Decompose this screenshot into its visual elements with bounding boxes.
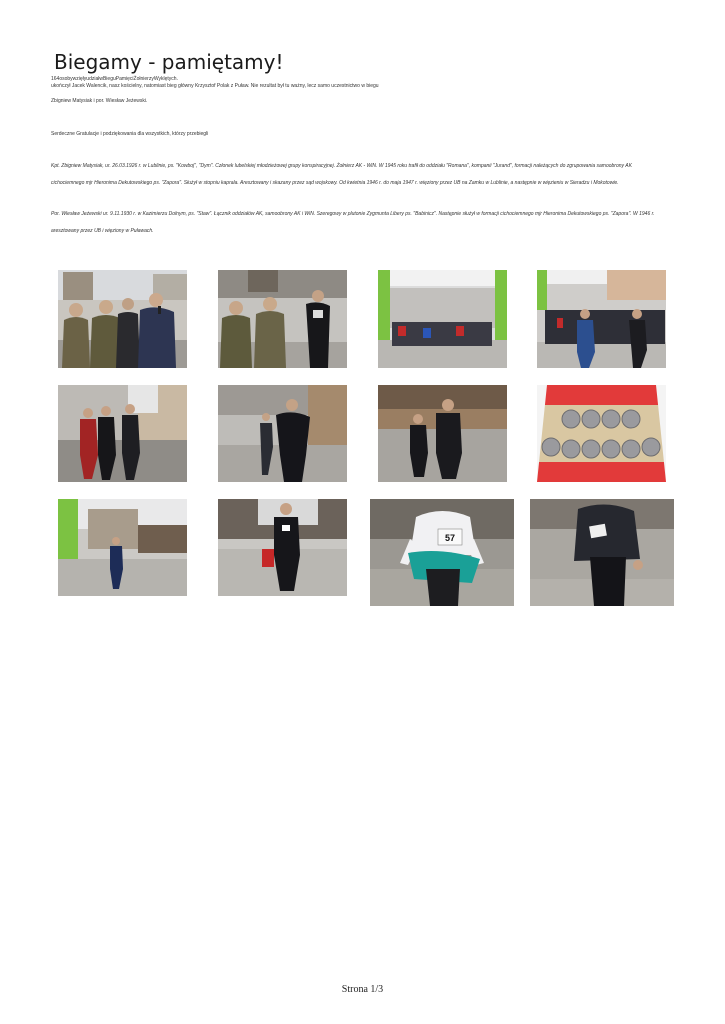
thanks-line: Serdeczne Gratulacje i podziękowania dla wszystkich, którzy przebiegli (51, 131, 209, 137)
photo-runners-street[interactable] (58, 385, 187, 482)
page-number: Strona 1/3 (341, 984, 384, 995)
photo-runner-black[interactable] (218, 385, 347, 482)
bio-matysiak: Kpt. Zbigniew Matysiak, ur. 26.03.1926 r. w Lublinie, ps. "Kowboj", "Dym". Członek lubelskiej młodzieżowej grupy konspiracyjnej. Żołnierz AK - WiN. W 1945 roku trafił do oddziału "Romana", kompanii "Jurand", formacji należących do zgrupowania samoobrony AK cichociemnego mjr Hieronima Dekutowskiego ps. "Zapora". Służył w stopniu kaprala. Aresztowany i skazany przez sąd wojskowy. Od kwietnia 1946 r. do maja 1947 r. więziony przez UB na Zamku w Lublinie, a następnie w więzieniu w Sieradzu i Mokotowie. (51, 163, 632, 186)
photo-start-arch[interactable] (378, 270, 507, 368)
photo-medals[interactable] (537, 385, 666, 482)
bib-number-57: 57 (444, 533, 456, 543)
photo-veterans-and-runner[interactable] (218, 270, 347, 368)
photo-runner-white-57[interactable] (370, 499, 514, 606)
photo-runners-pair[interactable] (378, 385, 507, 482)
photo-runner-dark-jacket[interactable] (530, 499, 674, 606)
page-title: Biegamy - pamiętamy! (54, 50, 284, 74)
bio-jezewski: Por. Wiesław Jeżewski ur. 9.11.1930 r. w Kazimierzu Dolnym, ps. "Staw". Łącznik oddziałów AK, samoobrony AK i WiN. Szeregowy w plutonie Zygmunta Libery ps. "Babinicz". Następnie służył w formacji cichociemnego mjr Hieronima Dekutowskiego ps. "Zapora". W 1946 r. aresztowany przez UB i więziony w Puławach. (51, 211, 655, 234)
honored-names: Zbigniew Matysiak i por. Wiesław Jeżewski. (51, 98, 148, 104)
photo-runners-start[interactable] (537, 270, 666, 368)
intro-line-1: 164osobywzięłyudziałwBieguPamięciŻołnierzyWyklętych. (51, 76, 178, 82)
photo-veterans-speech[interactable] (58, 270, 187, 368)
photo-runner-square[interactable] (58, 499, 187, 596)
intro-line-2: ukończył Jacek Walencik, nasz kościelny, natomiast bieg główny Krzysztof Polak z Puław. Nie rezultat był tu ważny, lecz samo uczestnictwo w biegu (51, 83, 379, 89)
photo-runner-bag[interactable] (218, 499, 347, 596)
